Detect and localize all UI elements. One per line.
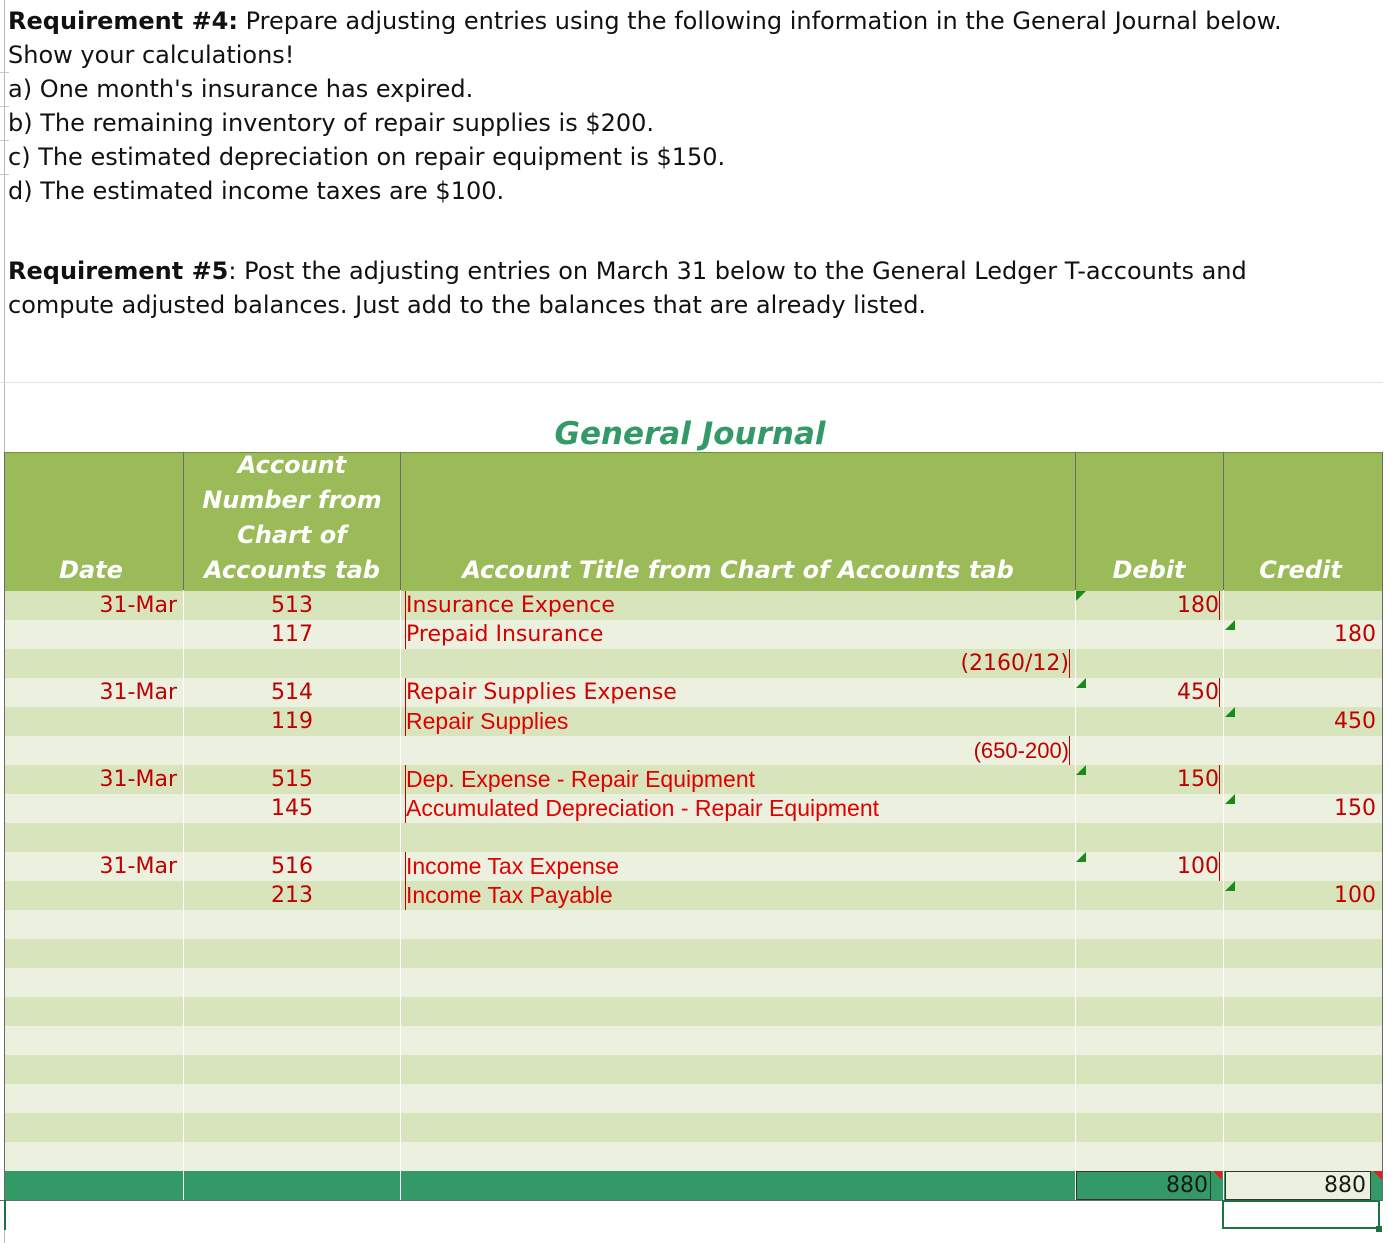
requirement-5-line2: compute adjusted balances. Just add to the balances that are already listed. — [8, 291, 927, 319]
table-row[interactable] — [5, 1084, 1382, 1113]
gridline — [0, 72, 9, 73]
requirement-4-text: Prepare adjusting entries using the following information in the General Journal below. — [237, 7, 1282, 35]
entry-account-number[interactable]: 145 — [271, 796, 313, 821]
column-border — [4, 452, 5, 1200]
table-row[interactable] — [5, 1026, 1382, 1055]
entry-debit[interactable]: 180 — [1076, 591, 1220, 620]
comment-indicator-icon — [1076, 852, 1086, 862]
gridline — [0, 382, 1383, 383]
comment-indicator-icon — [1076, 765, 1086, 775]
entry-date[interactable]: 31-Mar — [99, 680, 177, 705]
table-row[interactable] — [5, 1113, 1382, 1142]
entry-credit[interactable]: 450 — [1334, 709, 1376, 734]
entry-calculation[interactable]: (650-200) — [405, 736, 1070, 765]
header-debit-label: Debit — [1112, 556, 1186, 584]
gridline — [0, 174, 9, 175]
header-account-number[interactable] — [184, 452, 400, 590]
error-indicator-icon — [1213, 1171, 1222, 1180]
total-credit[interactable]: 880 — [1225, 1171, 1371, 1200]
header-date[interactable] — [5, 452, 177, 590]
entry-date[interactable]: 31-Mar — [99, 593, 177, 618]
header-line: Accounts tab — [204, 556, 380, 584]
header-credit-label: Credit — [1259, 556, 1342, 584]
entry-account-number[interactable]: 119 — [271, 709, 313, 734]
entry-date[interactable]: 31-Mar — [99, 767, 177, 792]
entry-account-title[interactable]: Income Tax Payable — [405, 881, 1071, 910]
entry-debit[interactable]: 150 — [1076, 765, 1220, 794]
comment-indicator-icon — [1076, 591, 1086, 601]
comment-indicator-icon — [1225, 881, 1235, 891]
requirement-5-heading — [8, 254, 1247, 288]
requirement-5-label: Requirement #5 — [8, 257, 229, 285]
requirement-4-line2: Show your calculations! — [8, 41, 295, 69]
column-border — [1223, 452, 1224, 590]
requirement-4-heading — [8, 4, 1282, 38]
table-row[interactable] — [5, 997, 1382, 1026]
entry-account-title[interactable]: Repair Supplies — [405, 707, 1071, 736]
gridline — [0, 140, 9, 141]
header-account-title-label: Account Title from Chart of Accounts tab — [462, 556, 1014, 584]
journal-title: General Journal — [554, 416, 826, 452]
entry-debit[interactable]: 100 — [1076, 852, 1220, 881]
header-account-title[interactable] — [401, 452, 1075, 590]
table-row[interactable] — [5, 1142, 1382, 1171]
entry-date[interactable]: 31-Mar — [99, 854, 177, 879]
error-indicator-icon — [1373, 1171, 1382, 1180]
selection-edge — [4, 1200, 6, 1230]
entry-account-number[interactable]: 117 — [271, 622, 313, 647]
entry-account-number[interactable]: 515 — [271, 767, 313, 792]
entry-account-title[interactable]: Dep. Expense - Repair Equipment — [405, 765, 1071, 794]
entry-credit[interactable]: 100 — [1334, 883, 1376, 908]
header-line: Account — [237, 451, 347, 479]
column-border — [183, 452, 184, 590]
comment-indicator-icon — [1225, 620, 1235, 630]
comment-indicator-icon — [1076, 678, 1086, 688]
requirement-4-label: Requirement #4: — [8, 7, 238, 35]
entry-debit[interactable]: 450 — [1076, 678, 1220, 707]
column-border — [1075, 452, 1076, 590]
requirement-4-item-c: c) The estimated depreciation on repair equipment is $150. — [8, 143, 726, 171]
comment-indicator-icon — [1225, 707, 1235, 717]
header-date-label: Date — [59, 556, 123, 584]
entry-account-title[interactable]: Prepaid Insurance — [405, 620, 1071, 649]
requirement-4-item-b: b) The remaining inventory of repair supplies is $200. — [8, 109, 655, 137]
entry-account-number[interactable]: 213 — [271, 883, 313, 908]
entry-account-number[interactable]: 514 — [271, 680, 313, 705]
table-row[interactable] — [5, 910, 1382, 939]
entry-calculation[interactable]: (2160/12) — [405, 649, 1070, 678]
fill-handle[interactable] — [1376, 1226, 1382, 1232]
gridline — [0, 106, 9, 107]
entry-account-title[interactable]: Insurance Expence — [405, 591, 1071, 620]
table-row[interactable] — [5, 823, 1382, 852]
selected-cell[interactable] — [1222, 1200, 1380, 1229]
header-account-number-label — [202, 448, 382, 590]
column-border — [1382, 452, 1383, 1200]
entry-account-title[interactable]: Income Tax Expense — [405, 852, 1071, 881]
header-line: Number from — [202, 486, 382, 514]
entry-credit[interactable]: 150 — [1334, 796, 1376, 821]
entry-credit[interactable]: 180 — [1334, 622, 1376, 647]
entry-account-title[interactable]: Accumulated Depreciation - Repair Equipment — [405, 794, 1071, 823]
requirement-5-text: : Post the adjusting entries on March 31 below to the General Ledger T-accounts and — [228, 257, 1247, 285]
table-row[interactable] — [5, 968, 1382, 997]
header-debit[interactable] — [1076, 452, 1222, 590]
total-debit[interactable]: 880 — [1076, 1171, 1211, 1200]
table-row[interactable] — [5, 939, 1382, 968]
entry-account-title[interactable]: Repair Supplies Expense — [405, 678, 1071, 707]
requirement-4-item-d: d) The estimated income taxes are $100. — [8, 177, 505, 205]
comment-indicator-icon — [1225, 794, 1235, 804]
header-line: Chart of — [237, 521, 347, 549]
header-credit[interactable] — [1224, 452, 1377, 590]
table-row[interactable] — [5, 1055, 1382, 1084]
requirement-4-item-a: a) One month's insurance has expired. — [8, 75, 474, 103]
column-border — [400, 452, 401, 590]
entry-account-number[interactable]: 516 — [271, 854, 313, 879]
entry-account-number[interactable]: 513 — [271, 593, 313, 618]
table-bottom-border — [0, 1200, 1383, 1201]
